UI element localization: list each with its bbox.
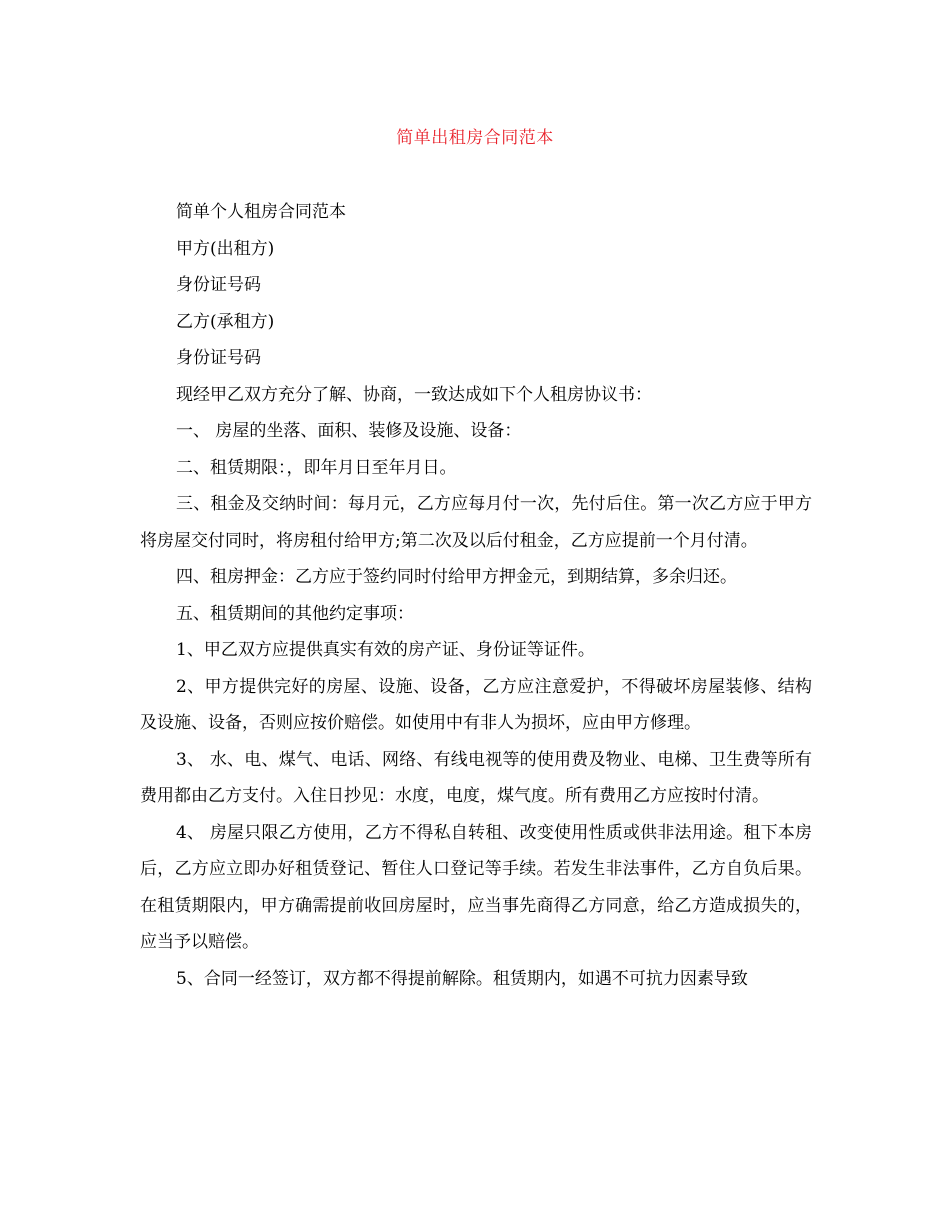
document-title: 简单出租房合同范本	[396, 128, 554, 148]
paragraph: 甲方(出租方)	[176, 238, 275, 259]
paragraph: 三、租金及交纳时间：每月元，乙方应每月付一次，先付后住。第一次乙方应于甲方将房屋交付同时，将房租付给甲方;第二次及以后付租金，乙方应提前一个月付清。	[140, 494, 812, 551]
paragraph: 现经甲乙双方充分了解、协商，一致达成如下个人租房协议书：	[176, 384, 652, 405]
paragraph: 四、租房押金：乙方应于签约同时付给甲方押金元，到期结算，多余归还。	[176, 567, 737, 587]
paragraph: 4、 房屋只限乙方使用，乙方不得私自转租、改变使用性质或供非法用途。租下本房后，乙方应立即办好租赁登记、暂住人口登记等手续。若发生非法事件，乙方自负后果。在租赁期限内，甲方确需提前收回房屋时，应当事先商得乙方同意，给乙方造成损失的，应当予以赔偿。	[140, 822, 812, 952]
paragraph: 1、甲乙双方应提供真实有效的房产证、身份证等证件。	[176, 640, 595, 660]
paragraph: 一、 房屋的坐落、面积、装修及设施、设备：	[176, 421, 522, 441]
paragraph: 5、合同一经签订，双方都不得提前解除。租赁期内，如遇不可抗力因素导致	[176, 968, 748, 989]
paragraph: 2、甲方提供完好的房屋、设施、设备，乙方应注意爱护，不得破坏房屋装修、结构及设施、设备，否则应按价赔偿。如使用中有非人为损坏，应由甲方修理。	[140, 676, 812, 733]
paragraph: 3、 水、电、煤气、电话、网络、有线电视等的使用费及物业、电梯、卫生费等所有费用都由乙方支付。入住日抄见：水度，电度，煤气度。所有费用乙方应按时付清。	[140, 749, 812, 806]
paragraph: 二、租赁期限：，即年月日至年月日。	[176, 457, 457, 478]
paragraph: 五、租赁期间的其他约定事项：	[176, 603, 414, 624]
paragraph: 简单个人租房合同范本	[176, 202, 346, 222]
paragraph: 身份证号码	[176, 275, 261, 295]
paragraph: 身份证号码	[176, 348, 261, 368]
document-body	[140, 194, 812, 997]
paragraph: 乙方(承租方)	[176, 311, 275, 332]
